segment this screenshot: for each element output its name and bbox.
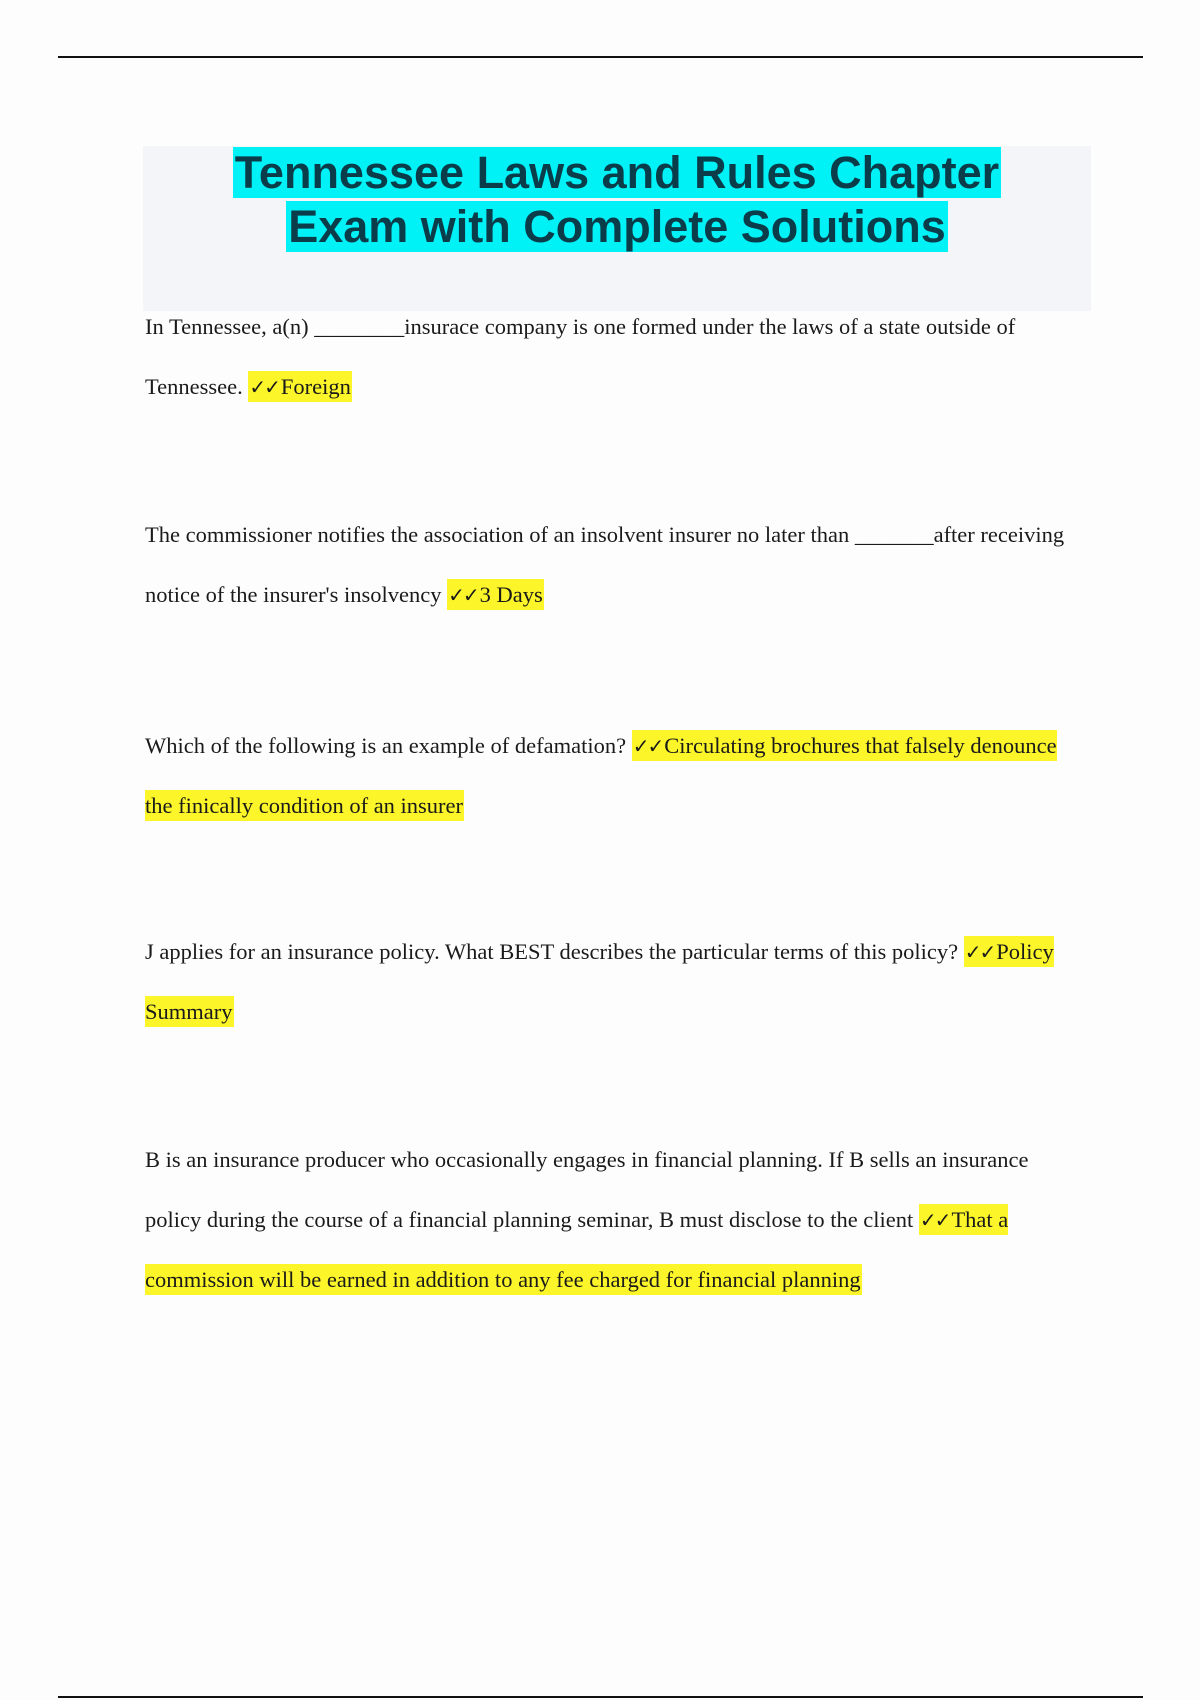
question-text: Which of the following is an example of defamation? bbox=[145, 733, 627, 758]
question-text: J applies for an insurance policy. What BEST describes the particular terms of this policy? bbox=[145, 939, 959, 964]
check-icon: ✓✓ bbox=[448, 583, 478, 607]
check-icon: ✓✓ bbox=[964, 940, 995, 964]
qa-item-3 bbox=[145, 716, 1085, 836]
top-rule bbox=[58, 56, 1143, 58]
title-line-1: Tennessee Laws and Rules Chapter bbox=[234, 147, 1000, 198]
question-text: B is an insurance producer who occasionally engages in financial planning. If B sells an insurance policy during the course of a financial planning seminar, B must disclose to the client bbox=[145, 1147, 1029, 1232]
answer-text: 3 Days bbox=[479, 582, 543, 607]
answer-highlight bbox=[248, 371, 352, 402]
check-icon: ✓✓ bbox=[249, 375, 279, 399]
check-icon: ✓✓ bbox=[632, 734, 663, 758]
answer-highlight bbox=[447, 579, 544, 610]
qa-item-2 bbox=[145, 505, 1085, 625]
title-line-2: Exam with Complete Solutions bbox=[288, 201, 946, 252]
title-block bbox=[143, 146, 1091, 311]
answer-text: Foreign bbox=[280, 374, 351, 399]
answer-text: That a commission will be earned in addition to any fee charged for financial planning bbox=[145, 1207, 1009, 1292]
check-icon: ✓✓ bbox=[919, 1208, 950, 1232]
qa-item-5 bbox=[145, 1130, 1085, 1310]
qa-item-1 bbox=[145, 297, 1085, 417]
question-text: The commissioner notifies the association of an insolvent insurer no later than _______after receiving notice of the insurer's insolvency bbox=[145, 522, 1065, 607]
qa-item-4 bbox=[145, 922, 1085, 1042]
question-text: In Tennessee, a(n) ________insurace company is one formed under the laws of a state outside of Tennessee. bbox=[145, 314, 1016, 399]
bottom-rule bbox=[58, 1696, 1143, 1698]
answer-text: Policy Summary bbox=[145, 939, 1054, 1024]
answer-text: Circulating brochures that falsely denounce the finically condition of an insurer bbox=[145, 733, 1057, 818]
